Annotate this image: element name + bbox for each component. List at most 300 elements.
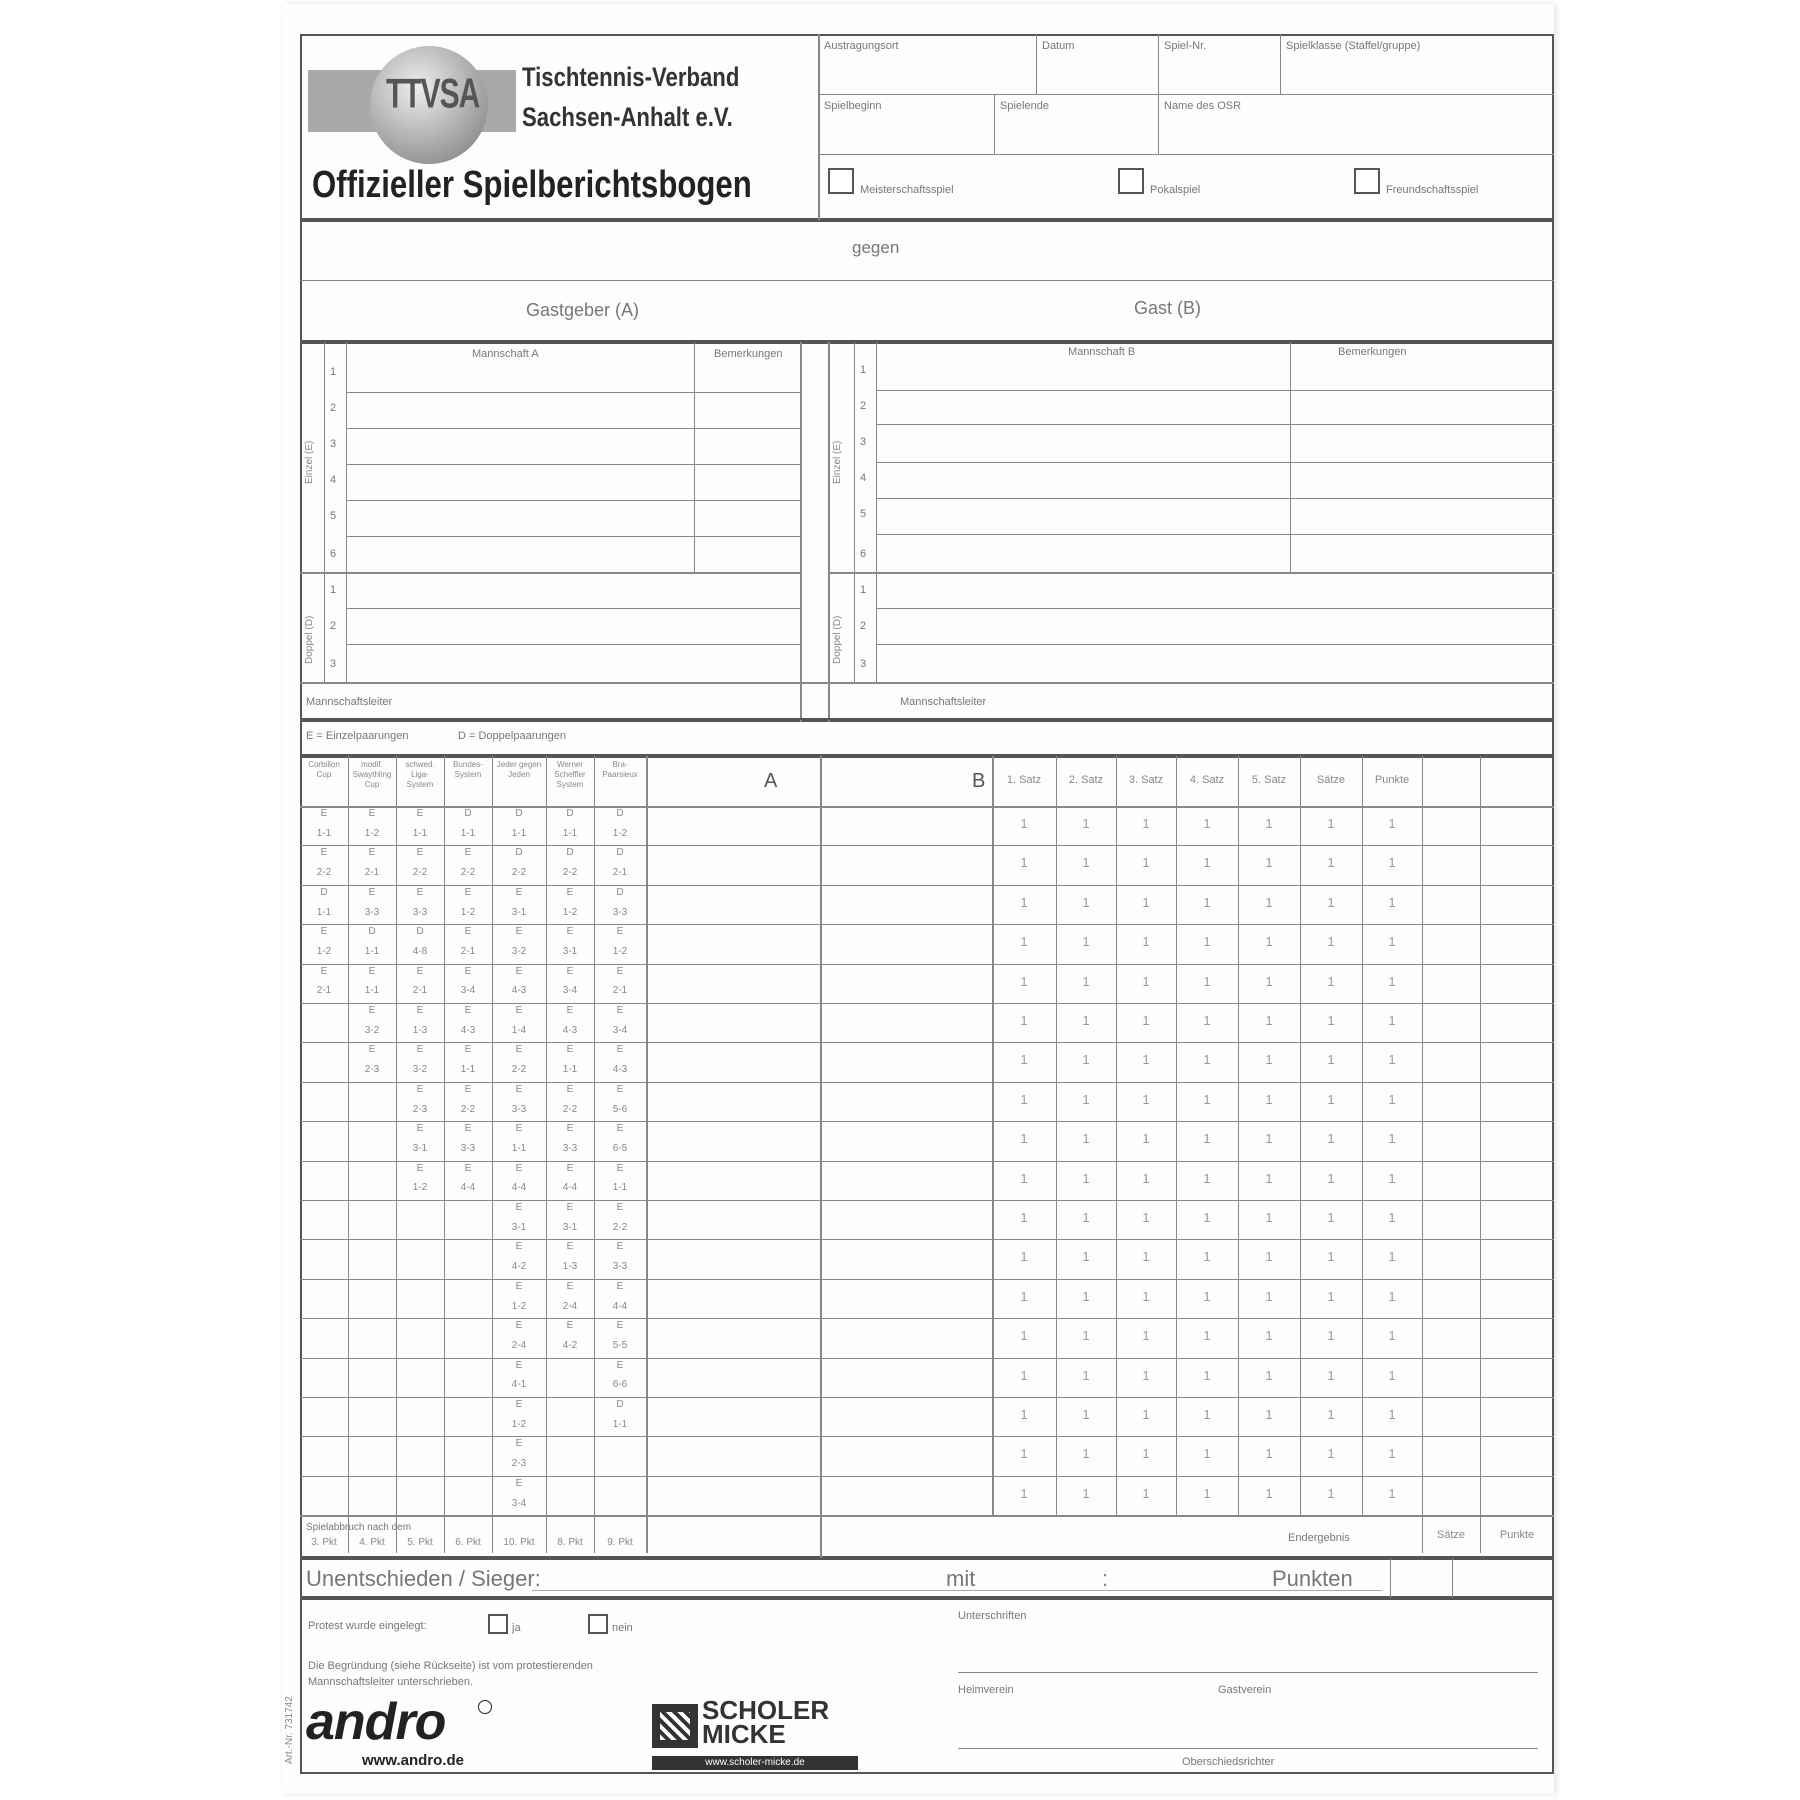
pairing-cell: 3-3	[412, 906, 428, 918]
set-score-input[interactable]: 1	[1388, 973, 1396, 989]
pairing-cell: 3-1	[562, 1221, 578, 1233]
pairing-cell: E	[515, 1320, 523, 1332]
pairing-cell: 2-2	[460, 867, 476, 879]
set-score-input[interactable]: 1	[1020, 1210, 1028, 1225]
set-score-input[interactable]: 1	[1388, 816, 1396, 831]
pairing-cell: E	[566, 1320, 574, 1332]
pairing-cell: E	[464, 886, 472, 898]
pairing-cell: E	[416, 1044, 424, 1056]
pairing-cell: D	[616, 808, 624, 819]
set-header: 4. Satz	[1189, 774, 1225, 786]
scholer-name: SCHOLER	[702, 1695, 830, 1725]
set-score-input[interactable]: 1	[1020, 1013, 1028, 1028]
gastgeber-label[interactable]: Gastgeber (A)	[526, 300, 640, 320]
set-score-input[interactable]: 1	[1388, 1249, 1396, 1265]
pairing-cell: E	[515, 1280, 523, 1292]
set-score-input[interactable]: 1	[1142, 1485, 1150, 1501]
set-score-input[interactable]: 1	[1020, 1170, 1028, 1186]
set-score-input[interactable]: 1	[1020, 1328, 1028, 1344]
set-score-input[interactable]: 1	[1020, 1407, 1028, 1422]
set-score-input[interactable]: 1	[1388, 1367, 1396, 1383]
set-score-input[interactable]: 1	[1265, 1446, 1273, 1462]
set-score-input[interactable]: 1	[1388, 894, 1396, 910]
pairing-cell: D	[416, 926, 424, 938]
set-score-input[interactable]: 1	[1082, 816, 1090, 831]
set-score-input[interactable]: 1	[1020, 1485, 1028, 1501]
set-score-input[interactable]: 1	[1265, 855, 1273, 871]
set-score-input[interactable]: 1	[1388, 1328, 1396, 1344]
set-score-input[interactable]: 1	[1020, 973, 1028, 989]
set-score-input[interactable]: 1	[1265, 1013, 1273, 1028]
pairing-cell: 3-2	[511, 945, 527, 957]
set-score-input[interactable]: 1	[1265, 1367, 1273, 1383]
pairing-cell: E	[566, 1123, 574, 1135]
pairing-cell: E	[566, 1044, 574, 1056]
set-score-input[interactable]: 1	[1203, 1367, 1211, 1383]
checkbox-freundschaftsspiel[interactable]	[1354, 168, 1380, 194]
pairing-cell: 3-1	[511, 1221, 527, 1233]
set-score-input[interactable]: 1	[1265, 1052, 1273, 1068]
result-colon: :	[1102, 1566, 1109, 1591]
set-score-input[interactable]: 1	[1265, 1407, 1273, 1422]
set-score-input[interactable]: 1	[1082, 1249, 1090, 1265]
pairing-cell: E	[616, 1044, 624, 1056]
pairing-cell: 1-1	[612, 1182, 628, 1194]
checkbox-meisterschaftsspiel[interactable]	[828, 168, 854, 194]
set-score-input[interactable]: 1	[1082, 1131, 1090, 1147]
pairing-cell: 1-2	[412, 1182, 428, 1194]
pairing-cell: 1-1	[562, 827, 578, 839]
set-score-input[interactable]: 1	[1142, 1013, 1150, 1028]
system-header: Jeder gegen Jeden	[496, 760, 542, 779]
set-score-input[interactable]: 1	[1142, 1446, 1150, 1462]
set-score-input[interactable]: 1	[1082, 855, 1090, 871]
set-header: 2. Satz	[1068, 774, 1104, 786]
system-header: Corbillon Cup	[308, 760, 340, 779]
pairing-cell: 3-1	[562, 945, 578, 957]
set-score-input[interactable]: 1	[1020, 1288, 1028, 1304]
pairing-cell: 3-1	[412, 1142, 428, 1154]
set-header: Punkte	[1374, 774, 1410, 786]
set-score-input[interactable]: 1	[1203, 1210, 1211, 1225]
pairing-cell: E	[464, 965, 472, 977]
set-score-input[interactable]: 1	[1327, 1367, 1335, 1383]
set-score-input[interactable]: 1	[1388, 855, 1396, 871]
pairing-cell: 6-6	[612, 1379, 628, 1391]
set-score-input[interactable]: 1	[1020, 1367, 1028, 1383]
pairing-cell: E	[416, 1005, 424, 1016]
protest-nein-label: nein	[612, 1622, 633, 1634]
pairing-cell: 1-1	[562, 1064, 578, 1076]
pairing-cell: E	[416, 847, 424, 859]
pairing-cell: 3-3	[460, 1142, 476, 1154]
pairing-cell: E	[320, 808, 328, 819]
pairing-cell: D	[616, 1399, 624, 1410]
result-saetze-input[interactable]	[1396, 1564, 1450, 1594]
set-score-input[interactable]: 1	[1388, 1052, 1396, 1068]
set-score-input[interactable]: 1	[1388, 1131, 1396, 1147]
set-score-input[interactable]: 1	[1203, 1013, 1211, 1028]
set-score-input[interactable]: 1	[1327, 1485, 1335, 1501]
set-score-input[interactable]: 1	[1082, 1367, 1090, 1383]
pairing-cell: E	[566, 1083, 574, 1095]
field-spielende[interactable]: Spielende	[1000, 100, 1049, 112]
protest-ja-label: ja	[512, 1622, 521, 1634]
pairing-cell: 4-3	[562, 1024, 578, 1036]
micke-name: MICKE	[702, 1719, 786, 1749]
pairing-cell: E	[616, 1280, 624, 1292]
set-score-input[interactable]: 1	[1265, 934, 1273, 950]
set-header: 5. Satz	[1251, 774, 1287, 786]
label-meisterschaftsspiel: Meisterschaftsspiel	[860, 184, 954, 196]
pairing-cell: E	[464, 1123, 472, 1135]
set-score-input[interactable]: 1	[1203, 894, 1211, 910]
set-score-input[interactable]: 1	[1082, 1485, 1090, 1501]
set-score-input[interactable]: 1	[1142, 816, 1150, 831]
pairing-cell: E	[515, 886, 523, 898]
scholer-micke-logo-icon	[652, 1704, 698, 1748]
andro-logo: andro	[306, 1693, 446, 1751]
set-header: Sätze	[1316, 774, 1346, 786]
pairing-cell: E	[566, 1280, 574, 1292]
set-score-input[interactable]: 1	[1082, 1091, 1090, 1107]
set-score-input[interactable]: 1	[1142, 1249, 1150, 1265]
pairing-cell: 3-4	[562, 985, 578, 997]
pairing-cell: E	[464, 1162, 472, 1174]
set-score-input[interactable]: 1	[1327, 1407, 1335, 1422]
set-score-input[interactable]: 1	[1327, 1328, 1335, 1344]
set-score-input[interactable]: 1	[1327, 1288, 1335, 1304]
pairing-cell: 2-3	[364, 1064, 380, 1076]
set-score-input[interactable]: 1	[1020, 1249, 1028, 1265]
pairing-cell: E	[464, 1044, 472, 1056]
pairing-cell: 4-4	[562, 1182, 578, 1194]
set-score-input[interactable]: 1	[1203, 1091, 1211, 1107]
pairing-cell: D	[320, 886, 328, 898]
set-score-input[interactable]: 1	[1265, 894, 1273, 910]
pairing-cell: 3-2	[412, 1064, 428, 1076]
pairing-cell: 1-1	[316, 906, 332, 918]
org-line1: Tischtennis-Verband	[522, 62, 740, 92]
pairing-cell: 2-1	[612, 867, 628, 879]
endergebnis-punkte: Punkte	[1499, 1529, 1535, 1542]
set-score-input[interactable]: 1	[1265, 1131, 1273, 1147]
set-score-input[interactable]: 1	[1020, 934, 1028, 950]
pairing-cell: D	[515, 847, 523, 859]
set-score-input[interactable]: 1	[1388, 1485, 1396, 1501]
set-score-input[interactable]: 1	[1082, 1052, 1090, 1068]
pairing-cell: E	[368, 1044, 376, 1056]
pairing-cell: E	[616, 1359, 624, 1371]
pairing-cell: 1-2	[612, 945, 628, 957]
set-score-input[interactable]: 1	[1265, 1091, 1273, 1107]
set-score-input[interactable]: 1	[1020, 894, 1028, 910]
set-score-input[interactable]: 1	[1265, 1170, 1273, 1186]
pairing-cell: E	[368, 886, 376, 898]
pairing-cell: 3-3	[612, 906, 628, 918]
team-b-header: Mannschaft B	[1068, 346, 1136, 358]
pairing-cell: 1-2	[511, 1300, 527, 1312]
team-a-einzel-label: Einzel (E)	[304, 440, 315, 484]
team-b-remarks: Bemerkungen	[1338, 346, 1407, 358]
set-score-input[interactable]: 1	[1020, 1091, 1028, 1107]
set-score-input[interactable]: 1	[1327, 1091, 1335, 1107]
pairing-cell: 5-6	[612, 1103, 628, 1115]
set-score-input[interactable]: 1	[1203, 1131, 1211, 1147]
set-score-input[interactable]: 1	[1265, 1485, 1273, 1501]
set-header: 3. Satz	[1128, 774, 1164, 786]
pairing-cell: 3-3	[511, 1103, 527, 1115]
pairing-cell: 2-3	[511, 1458, 527, 1470]
pairing-cell: E	[566, 1241, 574, 1253]
pairing-cell: E	[515, 1438, 523, 1450]
field-name-osr[interactable]: Name des OSR	[1164, 100, 1242, 112]
pairing-cell: 4-4	[460, 1182, 476, 1194]
pairing-cell: E	[515, 1399, 523, 1410]
pairing-cell: 1-2	[511, 1418, 527, 1430]
set-score-input[interactable]: 1	[1142, 894, 1150, 910]
set-score-input[interactable]: 1	[1388, 1446, 1396, 1462]
pairing-cell: D	[464, 808, 472, 819]
pairing-cell: 1-2	[316, 945, 332, 957]
pairing-cell: 2-2	[612, 1221, 628, 1233]
pairing-cell: E	[515, 1083, 523, 1095]
pairing-cell: 2-2	[562, 867, 578, 879]
set-score-input[interactable]: 1	[1265, 1328, 1273, 1344]
pairing-cell: E	[464, 1005, 472, 1016]
team-b-einzel-label: Einzel (E)	[832, 440, 843, 484]
pairing-cell: 3-2	[364, 1024, 380, 1036]
pairing-cell: D	[566, 808, 574, 819]
pairing-cell: E	[616, 1241, 624, 1253]
logo-text: TTVSA	[386, 71, 480, 118]
pairing-cell: E	[416, 965, 424, 977]
pairing-cell: E	[368, 1005, 376, 1016]
system-header: Werner Scheffler System	[554, 760, 586, 789]
set-score-input[interactable]: 1	[1327, 816, 1335, 831]
set-score-input[interactable]: 1	[1327, 855, 1335, 871]
set-score-input[interactable]: 1	[1020, 1131, 1028, 1147]
set-score-input[interactable]: 1	[1203, 973, 1211, 989]
set-score-input[interactable]: 1	[1142, 1210, 1150, 1225]
pairing-cell: E	[416, 1083, 424, 1095]
set-score-input[interactable]: 1	[1082, 1013, 1090, 1028]
protest-note: Die Begründung (siehe Rückseite) ist vom protestierenden Mannschaftsleiter unterschrieben.	[308, 1660, 593, 1688]
pairing-cell: E	[566, 1162, 574, 1174]
set-score-input[interactable]: 1	[1265, 816, 1273, 831]
set-score-input[interactable]: 1	[1265, 1210, 1273, 1225]
pairing-cell: E	[368, 965, 376, 977]
team-a-doppel-label: Doppel (D)	[304, 615, 315, 664]
pairing-cell: E	[515, 1202, 523, 1213]
set-score-input[interactable]: 1	[1142, 1052, 1150, 1068]
set-score-input[interactable]: 1	[1203, 1407, 1211, 1422]
pairing-cell: 4-3	[511, 985, 527, 997]
pairing-cell: 1-2	[612, 827, 628, 839]
set-score-input[interactable]: 1	[1203, 816, 1211, 831]
set-score-input[interactable]: 1	[1203, 1170, 1211, 1186]
sig-gastverein[interactable]: Gastverein	[1218, 1684, 1272, 1696]
org-line2: Sachsen-Anhalt e.V.	[522, 102, 733, 132]
pairing-cell: E	[616, 1005, 624, 1016]
set-score-input[interactable]: 1	[1388, 1407, 1396, 1422]
team-a-leader[interactable]: Mannschaftsleiter	[306, 696, 393, 708]
pairing-cell: E	[616, 1123, 624, 1135]
checkbox-protest-nein[interactable]	[588, 1614, 608, 1634]
set-score-input[interactable]: 1	[1388, 1210, 1396, 1225]
set-score-input[interactable]: 1	[1020, 1052, 1028, 1068]
pairing-cell: E	[368, 808, 376, 819]
set-score-input[interactable]: 1	[1327, 1446, 1335, 1462]
set-score-input[interactable]: 1	[1388, 1013, 1396, 1028]
spielabbruch-value: 5. Pkt	[407, 1537, 433, 1549]
set-score-input[interactable]: 1	[1203, 1328, 1211, 1344]
set-score-input[interactable]: 1	[1265, 1288, 1273, 1304]
set-score-input[interactable]: 1	[1327, 894, 1335, 910]
set-score-input[interactable]: 1	[1020, 816, 1028, 831]
pairing-cell: 2-3	[412, 1103, 428, 1115]
pairing-cell: E	[515, 1123, 523, 1135]
pairing-cell: 2-1	[364, 867, 380, 879]
set-score-input[interactable]: 1	[1203, 1052, 1211, 1068]
set-score-input[interactable]: 1	[1327, 1131, 1335, 1147]
set-score-input[interactable]: 1	[1327, 1170, 1335, 1186]
set-score-input[interactable]: 1	[1142, 1091, 1150, 1107]
set-score-input[interactable]: 1	[1203, 934, 1211, 950]
set-score-input[interactable]: 1	[1327, 1013, 1335, 1028]
sig-heimverein[interactable]: Heimverein	[958, 1684, 1014, 1696]
pairing-cell: 3-3	[562, 1142, 578, 1154]
set-score-input[interactable]: 1	[1327, 1052, 1335, 1068]
set-score-input[interactable]: 1	[1388, 1170, 1396, 1186]
set-score-input[interactable]: 1	[1388, 934, 1396, 950]
gast-label[interactable]: Gast (B)	[1134, 298, 1202, 318]
spielabbruch-value: 3. Pkt	[311, 1537, 337, 1549]
field-spielklasse[interactable]: Spielklasse (Staffel/gruppe)	[1286, 40, 1421, 52]
set-score-input[interactable]: 1	[1142, 1328, 1150, 1344]
endergebnis-label: Endergebnis	[1288, 1532, 1350, 1544]
pairing-cell: 4-3	[612, 1064, 628, 1076]
pairing-cell: E	[616, 1083, 624, 1095]
set-score-input[interactable]: 1	[1203, 1249, 1211, 1265]
system-header: schwed. Liga-System	[405, 760, 435, 789]
set-score-input[interactable]: 1	[1082, 1288, 1090, 1304]
signatures-label: Unterschriften	[958, 1610, 1027, 1622]
pairing-cell: 4-4	[612, 1300, 628, 1312]
set-score-input[interactable]: 1	[1265, 973, 1273, 989]
set-score-input[interactable]: 1	[1142, 1170, 1150, 1186]
set-score-input[interactable]: 1	[1388, 1288, 1396, 1304]
set-score-input[interactable]: 1	[1020, 855, 1028, 871]
set-score-input[interactable]: 1	[1142, 855, 1150, 871]
pairing-cell: 3-3	[364, 906, 380, 918]
set-score-input[interactable]: 1	[1082, 934, 1090, 950]
system-header: modif. Swaythling Cup	[352, 760, 392, 789]
pairing-cell: E	[464, 926, 472, 938]
set-score-input[interactable]: 1	[1142, 1131, 1150, 1147]
set-score-input[interactable]: 1	[1388, 1091, 1396, 1107]
set-score-input[interactable]: 1	[1082, 1210, 1090, 1225]
set-score-input[interactable]: 1	[1265, 1249, 1273, 1265]
pairing-cell: 2-2	[316, 867, 332, 879]
set-score-input[interactable]: 1	[1082, 973, 1090, 989]
pairing-cell: 1-1	[460, 827, 476, 839]
set-score-input[interactable]: 1	[1020, 1446, 1028, 1462]
checkbox-protest-ja[interactable]	[488, 1614, 508, 1634]
pairing-cell: 3-4	[460, 985, 476, 997]
field-spielbeginn[interactable]: Spielbeginn	[824, 100, 882, 112]
set-score-input[interactable]: 1	[1203, 1288, 1211, 1304]
set-score-input[interactable]: 1	[1327, 1210, 1335, 1225]
pairing-cell: 5-5	[612, 1339, 628, 1351]
pairing-cell: 2-4	[511, 1339, 527, 1351]
pairing-cell: 3-3	[612, 1261, 628, 1273]
field-austragungsort[interactable]: Austragungsort	[824, 40, 899, 52]
field-spiel-nr[interactable]: Spiel-Nr.	[1164, 40, 1207, 52]
set-score-input[interactable]: 1	[1142, 1407, 1150, 1422]
pairing-cell: E	[616, 1320, 624, 1332]
pairing-cell: D	[368, 926, 376, 938]
pairing-cell: E	[320, 847, 328, 859]
set-score-input[interactable]: 1	[1142, 934, 1150, 950]
pairing-cell: E	[416, 886, 424, 898]
set-score-input[interactable]: 1	[1082, 1328, 1090, 1344]
pairing-cell: 1-1	[364, 945, 380, 957]
system-header: Bundes-System	[453, 760, 483, 779]
pairing-cell: 2-4	[562, 1300, 578, 1312]
set-score-input[interactable]: 1	[1203, 1485, 1211, 1501]
team-a-remarks: Bemerkungen	[714, 348, 783, 360]
spielabbruch-value: 6. Pkt	[455, 1537, 481, 1549]
pairing-cell: 1-1	[612, 1418, 628, 1430]
set-score-input[interactable]: 1	[1082, 1446, 1090, 1462]
team-b-doppel-label: Doppel (D)	[832, 615, 843, 664]
pairing-cell: 1-1	[460, 1064, 476, 1076]
pairing-cell: E	[566, 1202, 574, 1213]
pairing-cell: 1-1	[511, 1142, 527, 1154]
set-score-input[interactable]: 1	[1142, 1288, 1150, 1304]
field-datum[interactable]: Datum	[1042, 40, 1075, 52]
pairing-cell: E	[616, 1162, 624, 1174]
spielabbruch-value: 4. Pkt	[359, 1537, 385, 1549]
set-score-input[interactable]: 1	[1203, 1446, 1211, 1462]
set-score-input[interactable]: 1	[1082, 1407, 1090, 1422]
set-score-input[interactable]: 1	[1082, 1170, 1090, 1186]
spielabbruch-value: 8. Pkt	[557, 1537, 583, 1549]
pairing-cell: 3-4	[612, 1024, 628, 1036]
set-score-input[interactable]: 1	[1327, 934, 1335, 950]
endergebnis-saetze: Sätze	[1436, 1529, 1466, 1542]
sig-oberschiedsrichter[interactable]: Oberschiedsrichter	[1182, 1756, 1275, 1768]
set-score-input[interactable]: 1	[1142, 973, 1150, 989]
team-b-leader[interactable]: Mannschaftsleiter	[900, 696, 987, 708]
set-score-input[interactable]: 1	[1203, 855, 1211, 871]
set-score-input[interactable]: 1	[1082, 894, 1090, 910]
pairing-cell: E	[515, 926, 523, 938]
set-score-input[interactable]: 1	[1327, 1249, 1335, 1265]
result-punkte-input[interactable]	[1458, 1564, 1548, 1594]
checkbox-pokalspiel[interactable]	[1118, 168, 1144, 194]
pairing-cell: D	[566, 847, 574, 859]
pairing-cell: E	[320, 926, 328, 938]
pairing-cell: E	[416, 1123, 424, 1135]
legend-e: E = Einzelpaarungen	[306, 730, 409, 742]
pairing-cell: E	[464, 1083, 472, 1095]
pairing-cell: E	[515, 1477, 523, 1489]
pairing-cell: 1-3	[562, 1261, 578, 1273]
set-score-input[interactable]: 1	[1142, 1367, 1150, 1383]
set-score-input[interactable]: 1	[1327, 973, 1335, 989]
